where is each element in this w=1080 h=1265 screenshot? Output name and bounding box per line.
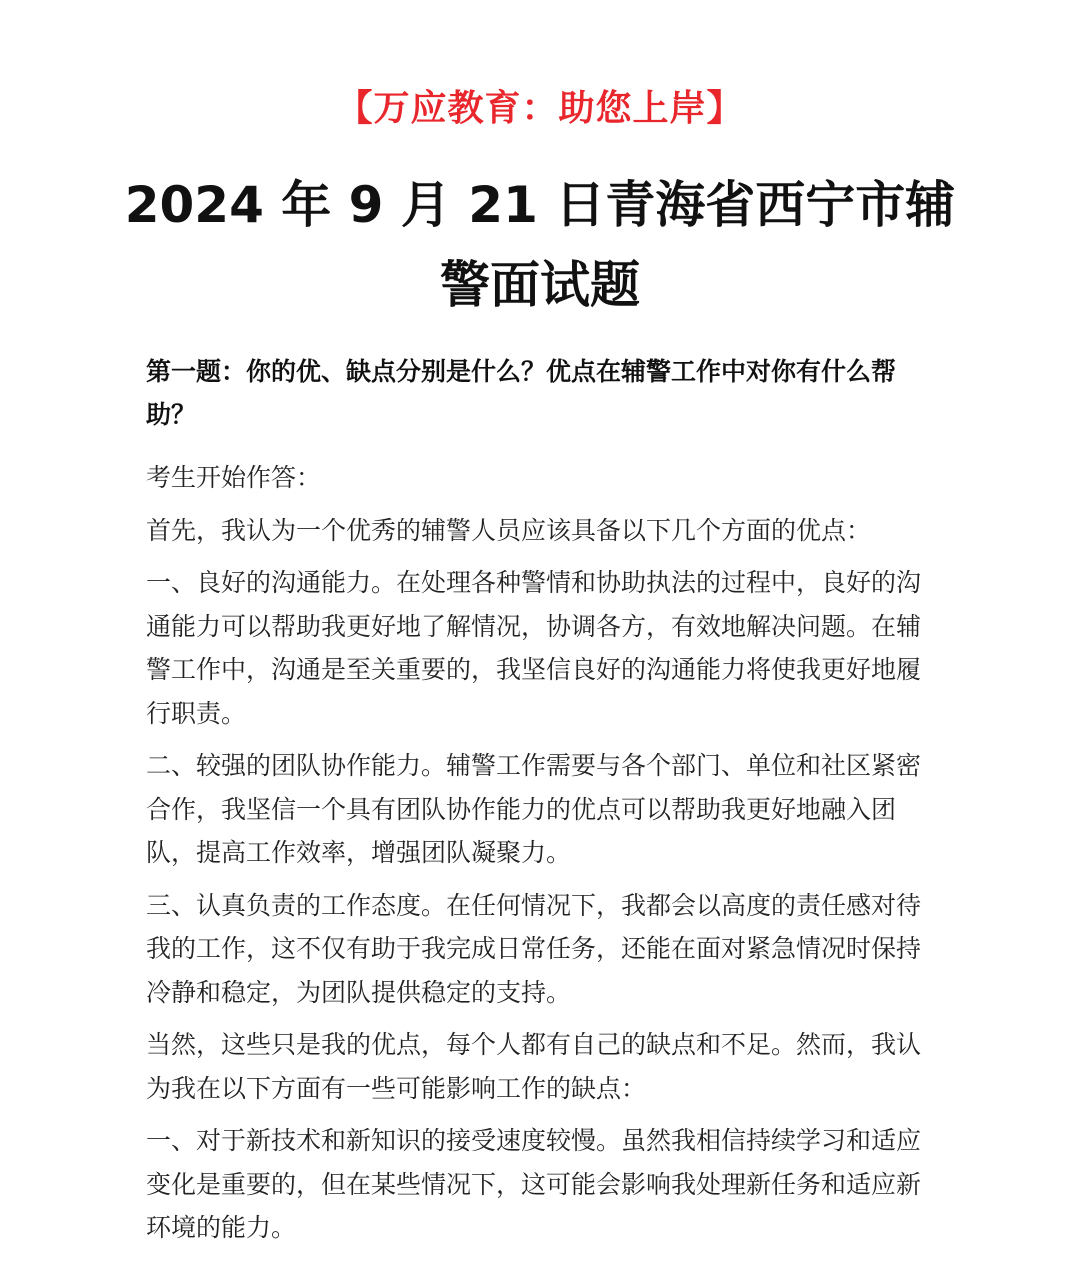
answer-paragraph: 二、较强的团队协作能力。辅警工作需要与各个部门、单位和社区紧密合作，我坚信一个具有团队协作能力的优点可以帮助我更好地融入团队，提高工作效率，增强团队凝聚力。 [146,751,922,867]
answer-intro: 考生开始作答： [146,463,322,492]
answer-paragraph: 一、良好的沟通能力。在处理各种警情和协助执法的过程中，良好的沟通能力可以帮助我更好地了解情况，协调各方，有效地解决问题。在辅警工作中，沟通是至关重要的，我坚信良好的沟通能力将使我更好地履行职责。 [146,568,922,728]
question-heading: 第一题：你的优、缺点分别是什么？优点在辅警工作中对你有什么帮助？ [146,357,897,429]
brand-slogan: 【万应教育：助您上岸】 [336,88,744,129]
answer-paragraph: 三、认真负责的工作态度。在任何情况下，我都会以高度的责任感对待我的工作，这不仅有助于我完成日常任务，还能在面对紧急情况时保持冷静和稳定，为团队提供稳定的支持。 [146,890,922,1007]
answer-paragraph: 一、对于新技术和新知识的接受速度较慢。虽然我相信持续学习和适应变化是重要的，但在某些情况下，这可能会影响我处理新任务和适应新环境的能力。 [146,1126,922,1242]
page-title: 2024 年 9 月 21 日青海省西宁市辅警面试题 [124,176,956,314]
answer-paragraph: 首先，我认为一个优秀的辅警人员应该具备以下几个方面的优点： [146,515,872,545]
answer-paragraph: 当然，这些只是我的优点，每个人都有自己的缺点和不足。然而，我认为我在以下方面有一些可能影响工作的缺点： [146,1030,922,1103]
document-body [146,350,936,1259]
